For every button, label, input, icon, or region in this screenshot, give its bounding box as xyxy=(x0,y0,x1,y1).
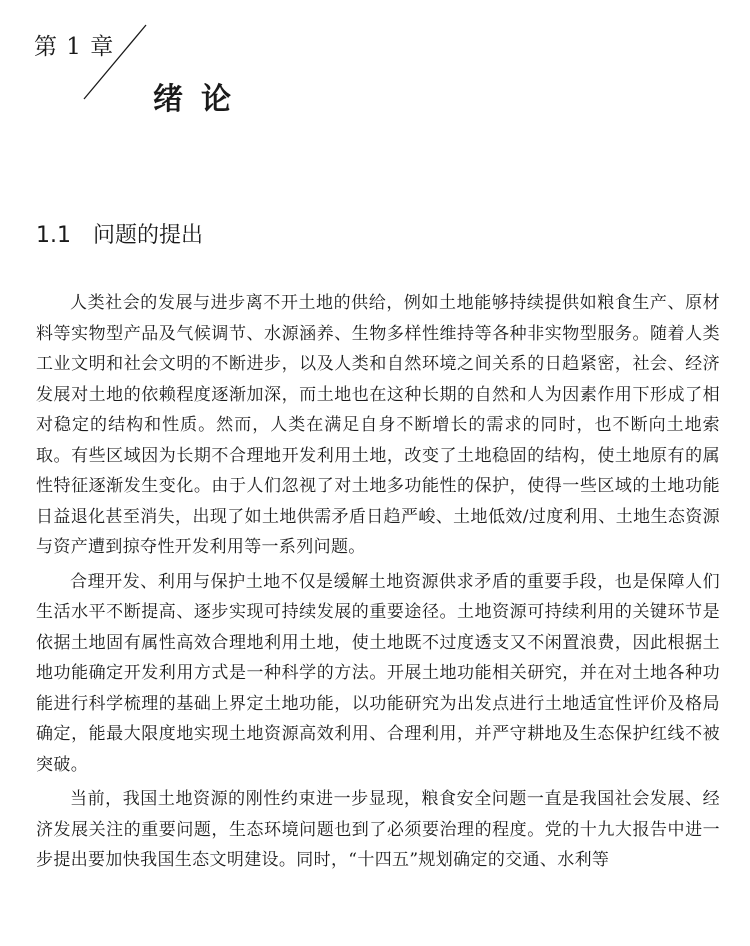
paragraph: 人类社会的发展与进步离不开土地的供给，例如土地能够持续提供如粮食生产、原材料等实物型产品及气候调节、水源涵养、生物多样性维持等各种非实物型服务。随着人类工业文明和社会文明的不断进步，以及人类和自然环境之间关系的日趋紧密，社会、经济发展对土地的依赖程度逐渐加深，而土地也在这种长期的自然和人为因素作用下形成了相对稳定的结构和性质。然而，人类在满足自身不断增长的需求的同时，也不断向土地索取。有些区域因为长期不合理地开发利用土地，改变了土地稳固的结构，使土地原有的属性特征逐渐发生变化。由于人们忽视了对土地多功能性的保护，使得一些区域的土地功能日益退化甚至消失，出现了如土地供需矛盾日趋严峻、土地低效/过度利用、土地生态资源与资产遭到掠夺性开发利用等一系列问题。 xyxy=(36,293,720,557)
section-heading xyxy=(36,218,203,249)
chapter-label: 第 1 章 xyxy=(34,34,115,60)
chapter-divider-slash xyxy=(80,22,150,102)
chapter-title: 绪论 xyxy=(153,82,249,117)
section-number: 1.1 xyxy=(36,223,71,248)
paragraph: 合理开发、利用与保护土地不仅是缓解土地资源供求矛盾的重要手段，也是保障人们生活水平不断提高、逐步实现可持续发展的重要途径。土地资源可持续利用的关键环节是依据土地固有属性高效合理地利用土地，使土地既不过度透支又不闲置浪费，因此根据土地功能确定开发利用方式是一种科学的方法。开展土地功能相关研究，并在对土地各种功能进行科学梳理的基础上界定土地功能，以功能研究为出发点进行土地适宜性评价及格局确定，能最大限度地实现土地资源高效利用、合理利用，并严守耕地及生态保护红线不被突破。 xyxy=(36,571,720,775)
section-title: 问题的提出 xyxy=(93,223,204,248)
paragraph: 当前，我国土地资源的刚性约束进一步显现，粮食安全问题一直是我国社会发展、经济发展关注的重要问题，生态环境问题也到了必须要治理的程度。党的十九大报告中进一步提出要加快我国生态文明建设。同时，“十四五”规划确定的交通、水利等 xyxy=(36,789,720,870)
body-text xyxy=(36,288,720,880)
chapter-header xyxy=(0,0,750,120)
